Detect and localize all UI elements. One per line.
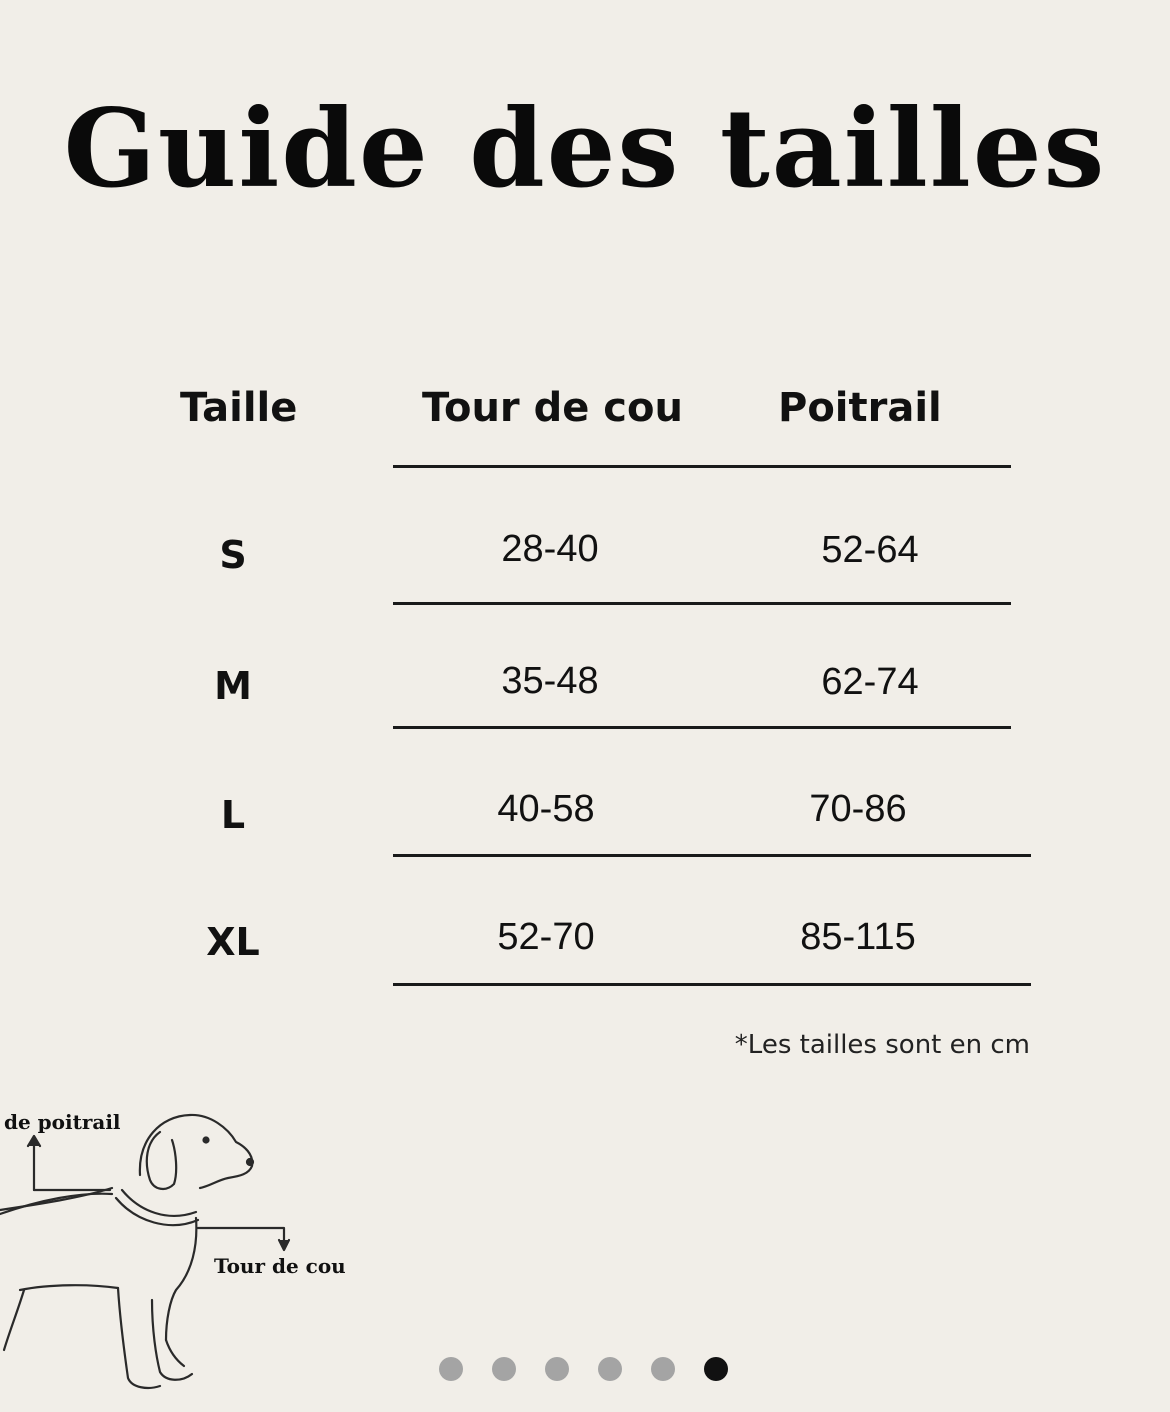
carousel-dot[interactable] <box>651 1357 675 1381</box>
carousel-dot[interactable] <box>598 1357 622 1381</box>
units-note: *Les tailles sont en cm <box>734 1030 1030 1060</box>
chest-cell: 52-64 <box>821 529 919 571</box>
header-tour-de-cou: Tour de cou <box>422 385 683 431</box>
neck-label: Tour de cou <box>214 1254 346 1278</box>
page-title: Guide des tailles <box>63 86 1107 212</box>
carousel-dot[interactable] <box>545 1357 569 1381</box>
carousel-dot[interactable] <box>492 1357 516 1381</box>
carousel-dot[interactable] <box>439 1357 463 1381</box>
size-cell: XL <box>206 920 260 964</box>
neck-cell: 40-58 <box>497 788 595 830</box>
table-divider <box>393 465 1011 468</box>
table-divider <box>393 602 1011 605</box>
size-cell: L <box>220 793 246 837</box>
table-divider <box>393 983 1031 986</box>
chest-cell: 70-86 <box>809 788 907 830</box>
table-divider <box>393 726 1011 729</box>
header-taille: Taille <box>180 385 298 431</box>
neck-cell: 28-40 <box>501 528 599 570</box>
chest-cell: 62-74 <box>821 661 919 703</box>
header-poitrail: Poitrail <box>778 385 942 431</box>
chest-cell: 85-115 <box>800 916 916 958</box>
size-cell: S <box>219 533 247 577</box>
dog-outline-illustration <box>0 1100 360 1400</box>
neck-cell: 52-70 <box>497 916 595 958</box>
table-divider <box>393 854 1031 857</box>
chest-label: de poitrail <box>4 1110 121 1134</box>
neck-cell: 35-48 <box>501 660 599 702</box>
carousel-dot[interactable] <box>704 1357 728 1381</box>
size-cell: M <box>214 664 252 708</box>
carousel-dots[interactable] <box>439 1357 728 1381</box>
